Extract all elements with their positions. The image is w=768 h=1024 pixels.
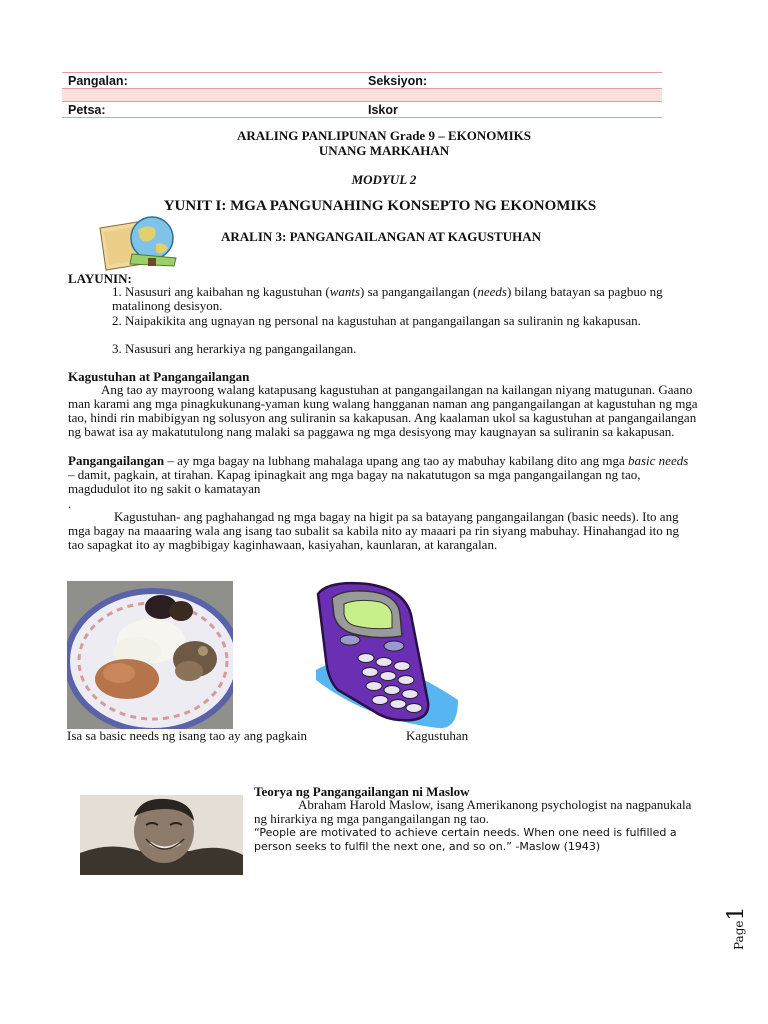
lesson-title: ARALIN 3: PANGANGAILANGAN AT KAGUSTUHAN — [221, 229, 541, 244]
maslow-heading: Teorya ng Pangangailangan ni Maslow — [254, 784, 470, 799]
objective-2: 2. Naipakikita ang ugnayan ng personal na kagustuhan at pangangailangan sa suliranin ng kakapusan. — [112, 313, 641, 328]
food-photo — [67, 581, 233, 729]
phone-caption: Kagustuhan — [406, 728, 469, 743]
quarter-title: UNANG MARKAHAN — [318, 143, 450, 158]
intro-paragraph: Ang tao ay mayroong walang katapusang kagustuhan at pangangailangan na kailangan niyang matugunan. Gaano man karami ang mga pinagkukunang-yaman kung walang hangganan naman ang pangangailangan at kagustuhan ng mga tao, hindi rin mabibigyan ng solusyon ang suliranin sa kakapusan. Ang kaalaman ukol sa kagustuhan at pangangailangan ng bawat isa ay makatutulong nang malaki sa paggawa ng mga desisyong may kaugnayan sa suliranin sa kakapusan. — [68, 382, 698, 439]
unit-title: YUNIT I: MGA PANGUNAHING KONSEPTO NG EKONOMIKS — [163, 198, 597, 214]
maslow-paragraph: Abraham Harold Maslow, isang Amerikanong psychologist na nagpanukala ng hirarkiya ng mga pangangailangan ng tao. — [254, 797, 692, 826]
info-divider — [62, 88, 662, 102]
date-label: Petsa: — [68, 103, 106, 117]
objective-3: 3. Nasusuri ang herarkiya ng pangangailangan. — [112, 341, 357, 356]
info-row-2 — [62, 102, 662, 118]
wants-definition: Kagustuhan- ang paghahangad ng mga bagay na higit pa sa batayang pangangailangan (basic needs). Ito ang mga bagay na maaaring wala ang isang tao subalit sa kabila nito ay maaari pa rin siyang mabuhay. Hinahangad ito ng tao sapagkat ito ay magbibigay kaginhawaan, kasiyahan, kaunlaran, at karangalan. — [68, 509, 680, 552]
maslow-quote: “People are motivated to achieve certain needs. When one need is fulfilled a person seeks to fulfil the next one, and so on.” -Maslow (1943) — [254, 826, 677, 853]
section-label: Seksiyon: — [368, 74, 428, 88]
section-heading: Kagustuhan at Pangangailangan — [68, 369, 250, 384]
module-title: MODYUL 2 — [351, 172, 417, 187]
page-word: Page — [732, 920, 746, 950]
score-label: Iskor — [368, 103, 398, 117]
info-row-1 — [62, 72, 662, 88]
globe-clipart — [96, 214, 188, 272]
cellphone-clipart — [308, 580, 468, 730]
subject-title: ARALING PANLIPUNAN Grade 9 – EKONOMIKS — [236, 128, 532, 143]
objectives-heading: LAYUNIN: — [68, 271, 132, 286]
stray-dot: . — [68, 496, 72, 511]
maslow-photo — [80, 795, 243, 875]
page-digit: 1 — [724, 906, 749, 921]
needs-definition: Pangangailangan – ay mga bagay na lubhang mahalaga upang ang tao ay mabuhay kabilang dito ang mga basic needs – damit, pagkain, at tirahan. Kapag ipinagkait ang mga bagay na nakatutugon sa mga pangangailangan ng tao, magdudulot ito ng sakit o kamatayan — [68, 453, 689, 496]
page-number — [720, 906, 760, 956]
name-label: Pangalan: — [68, 74, 128, 88]
student-info-table — [62, 72, 662, 118]
objective-1: 1. Nasusuri ang kaibahan ng kagustuhan (wants) sa pangangailangan (needs) bilang batayan sa pagbuo ng matalinong desisyon. — [112, 284, 663, 313]
food-caption: Isa sa basic needs ng isang tao ay ang pagkain — [67, 728, 308, 743]
